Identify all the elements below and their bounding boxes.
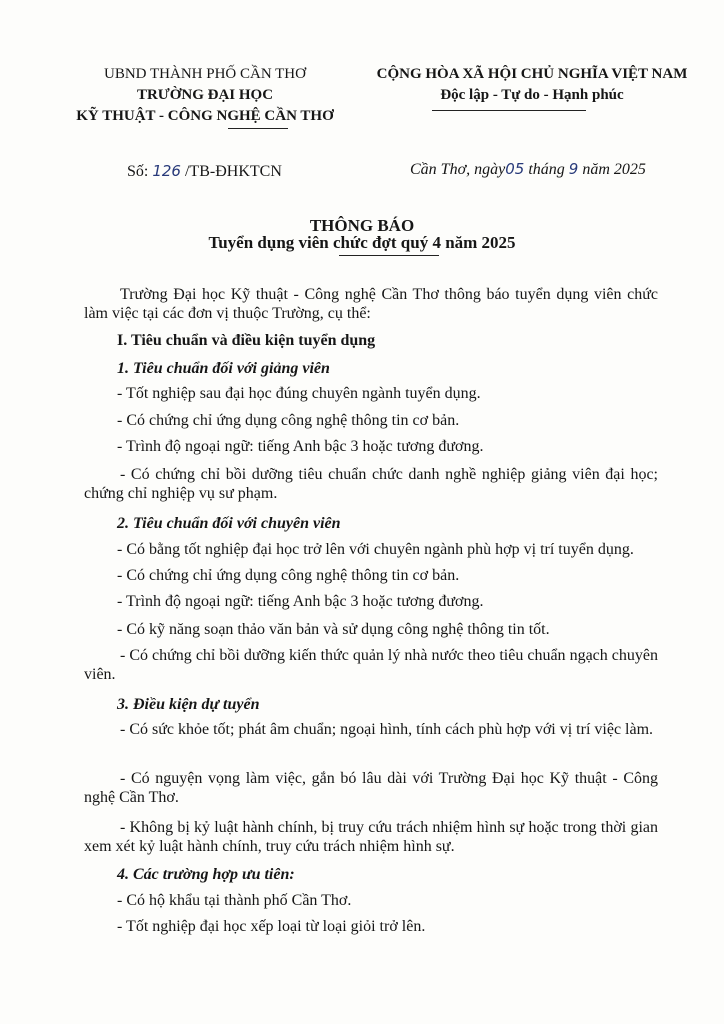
date-place: Cần Thơ, ngày [410, 161, 506, 178]
issuer-underline [228, 128, 288, 129]
list-item: - Có chứng chỉ bồi dưỡng kiến thức quản lý nhà nước theo tiêu chuẩn ngạch chuyên viên. [84, 647, 658, 683]
number-suffix: /TB-ĐHKTCN [180, 163, 282, 180]
title-underline [339, 255, 439, 256]
list-item: - Trình độ ngoại ngữ: tiếng Anh bậc 3 hoặc tương đương. [117, 593, 484, 610]
issuer-school-line1: TRƯỜNG ĐẠI HỌC [136, 87, 274, 103]
document-subject: Tuyển dụng viên chức đợt quý 4 năm 2025 [208, 233, 516, 252]
intro-paragraph: Trường Đại học Kỹ thuật - Công nghệ Cần Thơ thông báo tuyển dụng viên chức làm việc tại các đơn vị thuộc Trường, cụ thể: [84, 286, 658, 322]
number-prefix: Số: [127, 163, 153, 180]
list-item: - Có bằng tốt nghiệp đại học trở lên với chuyên ngành phù hợp vị trí tuyển dụng. [117, 541, 634, 558]
document-type: THÔNG BÁO [309, 216, 415, 235]
date-year: năm 2025 [578, 161, 646, 178]
issuer-school-line2: KỸ THUẬT - CÔNG NGHỆ CẦN THƠ [76, 108, 334, 124]
document-number [127, 162, 282, 181]
document-date [410, 160, 646, 179]
subsection-heading: 4. Các trường hợp ưu tiên: [117, 866, 295, 883]
subsection-heading: 2. Tiêu chuẩn đối với chuyên viên [117, 515, 341, 532]
handwritten-day: 05 [505, 160, 525, 178]
date-month-label: tháng [524, 161, 569, 178]
list-item: - Có sức khỏe tốt; phát âm chuẩn; ngoại hình, tính cách phù hợp với vị trí việc làm. [120, 721, 654, 738]
list-item: - Có nguyện vọng làm việc, gắn bó lâu dài với Trường Đại học Kỹ thuật - Công nghệ Cần Thơ. [84, 770, 658, 806]
subsection-heading: 1. Tiêu chuẩn đối với giảng viên [117, 360, 330, 377]
list-item: - Tốt nghiệp đại học xếp loại từ loại giỏi trở lên. [117, 918, 426, 935]
subsection-heading: 3. Điều kiện dự tuyển [117, 696, 260, 713]
motto-underline [432, 110, 586, 111]
handwritten-number: 126 [152, 162, 181, 180]
list-item: - Không bị kỷ luật hành chính, bị truy cứu trách nhiệm hình sự hoặc trong thời gian xem xét kỷ luật hành chính, truy cứu trách nhiệm hình sự. [84, 819, 658, 855]
list-item: - Có chứng chỉ ứng dụng công nghệ thông tin cơ bản. [117, 412, 460, 429]
national-motto-block [362, 64, 702, 106]
country-name: CỘNG HÒA XÃ HỘI CHỦ NGHĨA VIỆT NAM [376, 66, 688, 82]
issuer-authority: UBND THÀNH PHỐ CẦN THƠ [104, 66, 306, 82]
national-motto: Độc lập - Tự do - Hạnh phúc [440, 87, 624, 103]
list-item: - Có kỹ năng soạn thảo văn bản và sử dụng công nghệ thông tin tốt. [117, 621, 550, 638]
list-item: - Tốt nghiệp sau đại học đúng chuyên ngành tuyển dụng. [117, 385, 481, 402]
list-item: - Có chứng chỉ bồi dưỡng tiêu chuẩn chức danh nghề nghiệp giảng viên đại học; chứng chỉ nghiệp vụ sư phạm. [84, 466, 658, 502]
handwritten-month: 9 [568, 160, 579, 178]
list-item: - Có hộ khẩu tại thành phố Cần Thơ. [117, 892, 352, 909]
list-item: - Có chứng chỉ ứng dụng công nghệ thông tin cơ bản. [117, 567, 460, 584]
issuer-block [40, 64, 370, 127]
list-item: - Trình độ ngoại ngữ: tiếng Anh bậc 3 hoặc tương đương. [117, 438, 484, 455]
section-heading: I. Tiêu chuẩn và điều kiện tuyển dụng [117, 332, 376, 349]
